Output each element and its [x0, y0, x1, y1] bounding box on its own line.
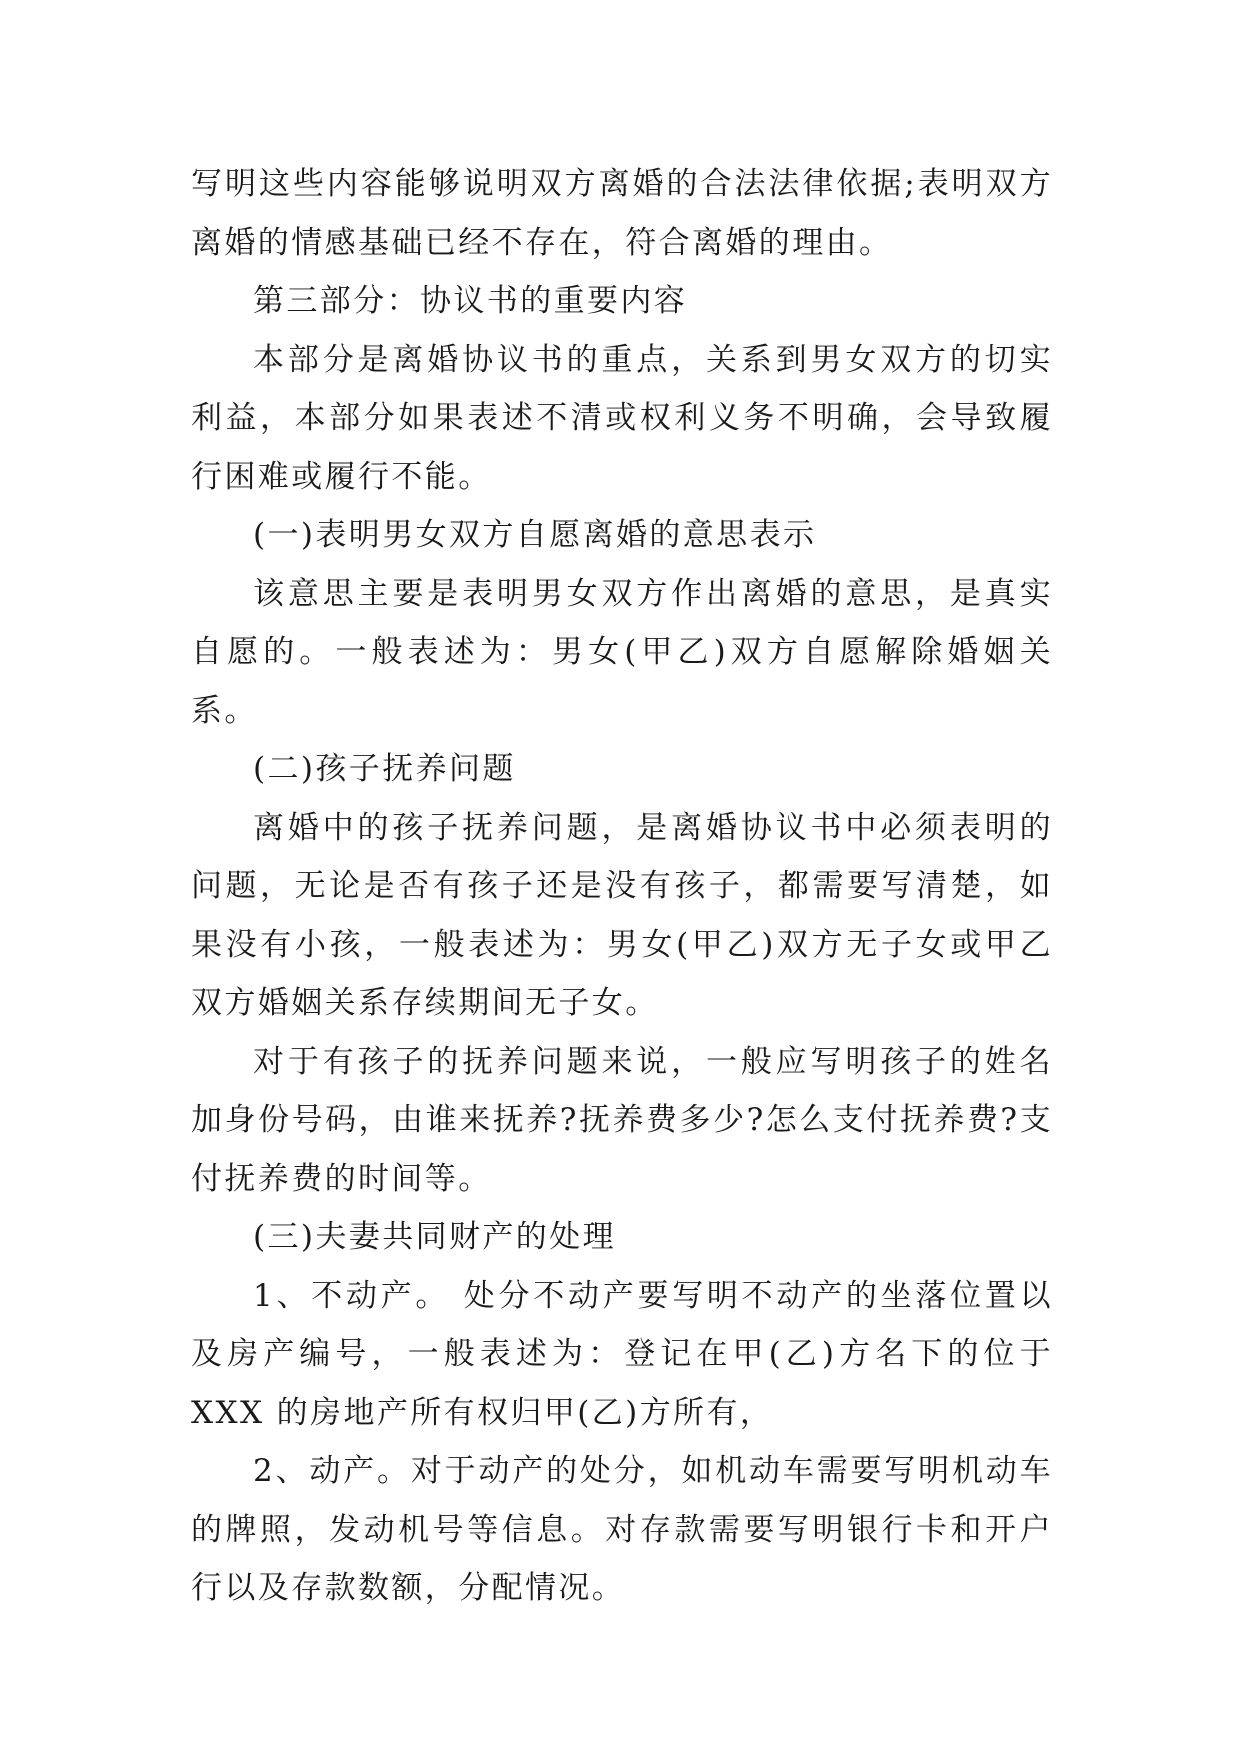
heading-section-one: (一)表明男女双方自愿离婚的意思表示	[253, 517, 817, 553]
paragraph-legal-basis: 写明这些内容能够说明双方离婚的合法法律依据;表明双方离婚的情感基础已经不存在，符合离婚的理由。	[191, 166, 1053, 261]
paragraph-movable-property: 2、动产。对于动产的处分，如机动车需要写明机动车的牌照，发动机号等信息。对存款需要写明银行卡和开户行以及存款数额，分配情况。	[191, 1453, 1053, 1606]
paragraph-real-estate: 1、不动产。 处分不动产要写明不动产的坐落位置以及房产编号，一般表述为：登记在甲(乙)方名下的位于 XXX 的房地产所有权归甲(乙)方所有，	[191, 1277, 1053, 1431]
paragraph-section-one: 该意思主要是表明男女双方作出离婚的意思，是真实自愿的。一般表述为：男女(甲乙)双方自愿解除婚姻关系。	[191, 575, 1053, 729]
document-body	[191, 155, 1053, 1618]
heading-section-three: (三)夫妻共同财产的处理	[253, 1219, 616, 1255]
paragraph-child-support: 对于有孩子的抚养问题来说，一般应写明孩子的姓名加身份号码，由谁来抚养?抚养费多少?怎么支付抚养费?支付抚养费的时间等。	[191, 1043, 1053, 1197]
paragraph-part-three-intro: 本部分是离婚协议书的重点，关系到男女双方的切实利益，本部分如果表述不清或权利义务不明确，会导致履行困难或履行不能。	[191, 341, 1053, 495]
heading-part-three: 第三部分：协议书的重要内容	[253, 283, 688, 319]
heading-section-two: (二)孩子抚养问题	[253, 751, 516, 787]
paragraph-child-custody: 离婚中的孩子抚养问题，是离婚协议书中必须表明的问题，无论是否有孩子还是没有孩子，都需要写清楚，如果没有小孩，一般表述为：男女(甲乙)双方无子女或甲乙双方婚姻关系存续期间无子女。	[191, 809, 1053, 1021]
